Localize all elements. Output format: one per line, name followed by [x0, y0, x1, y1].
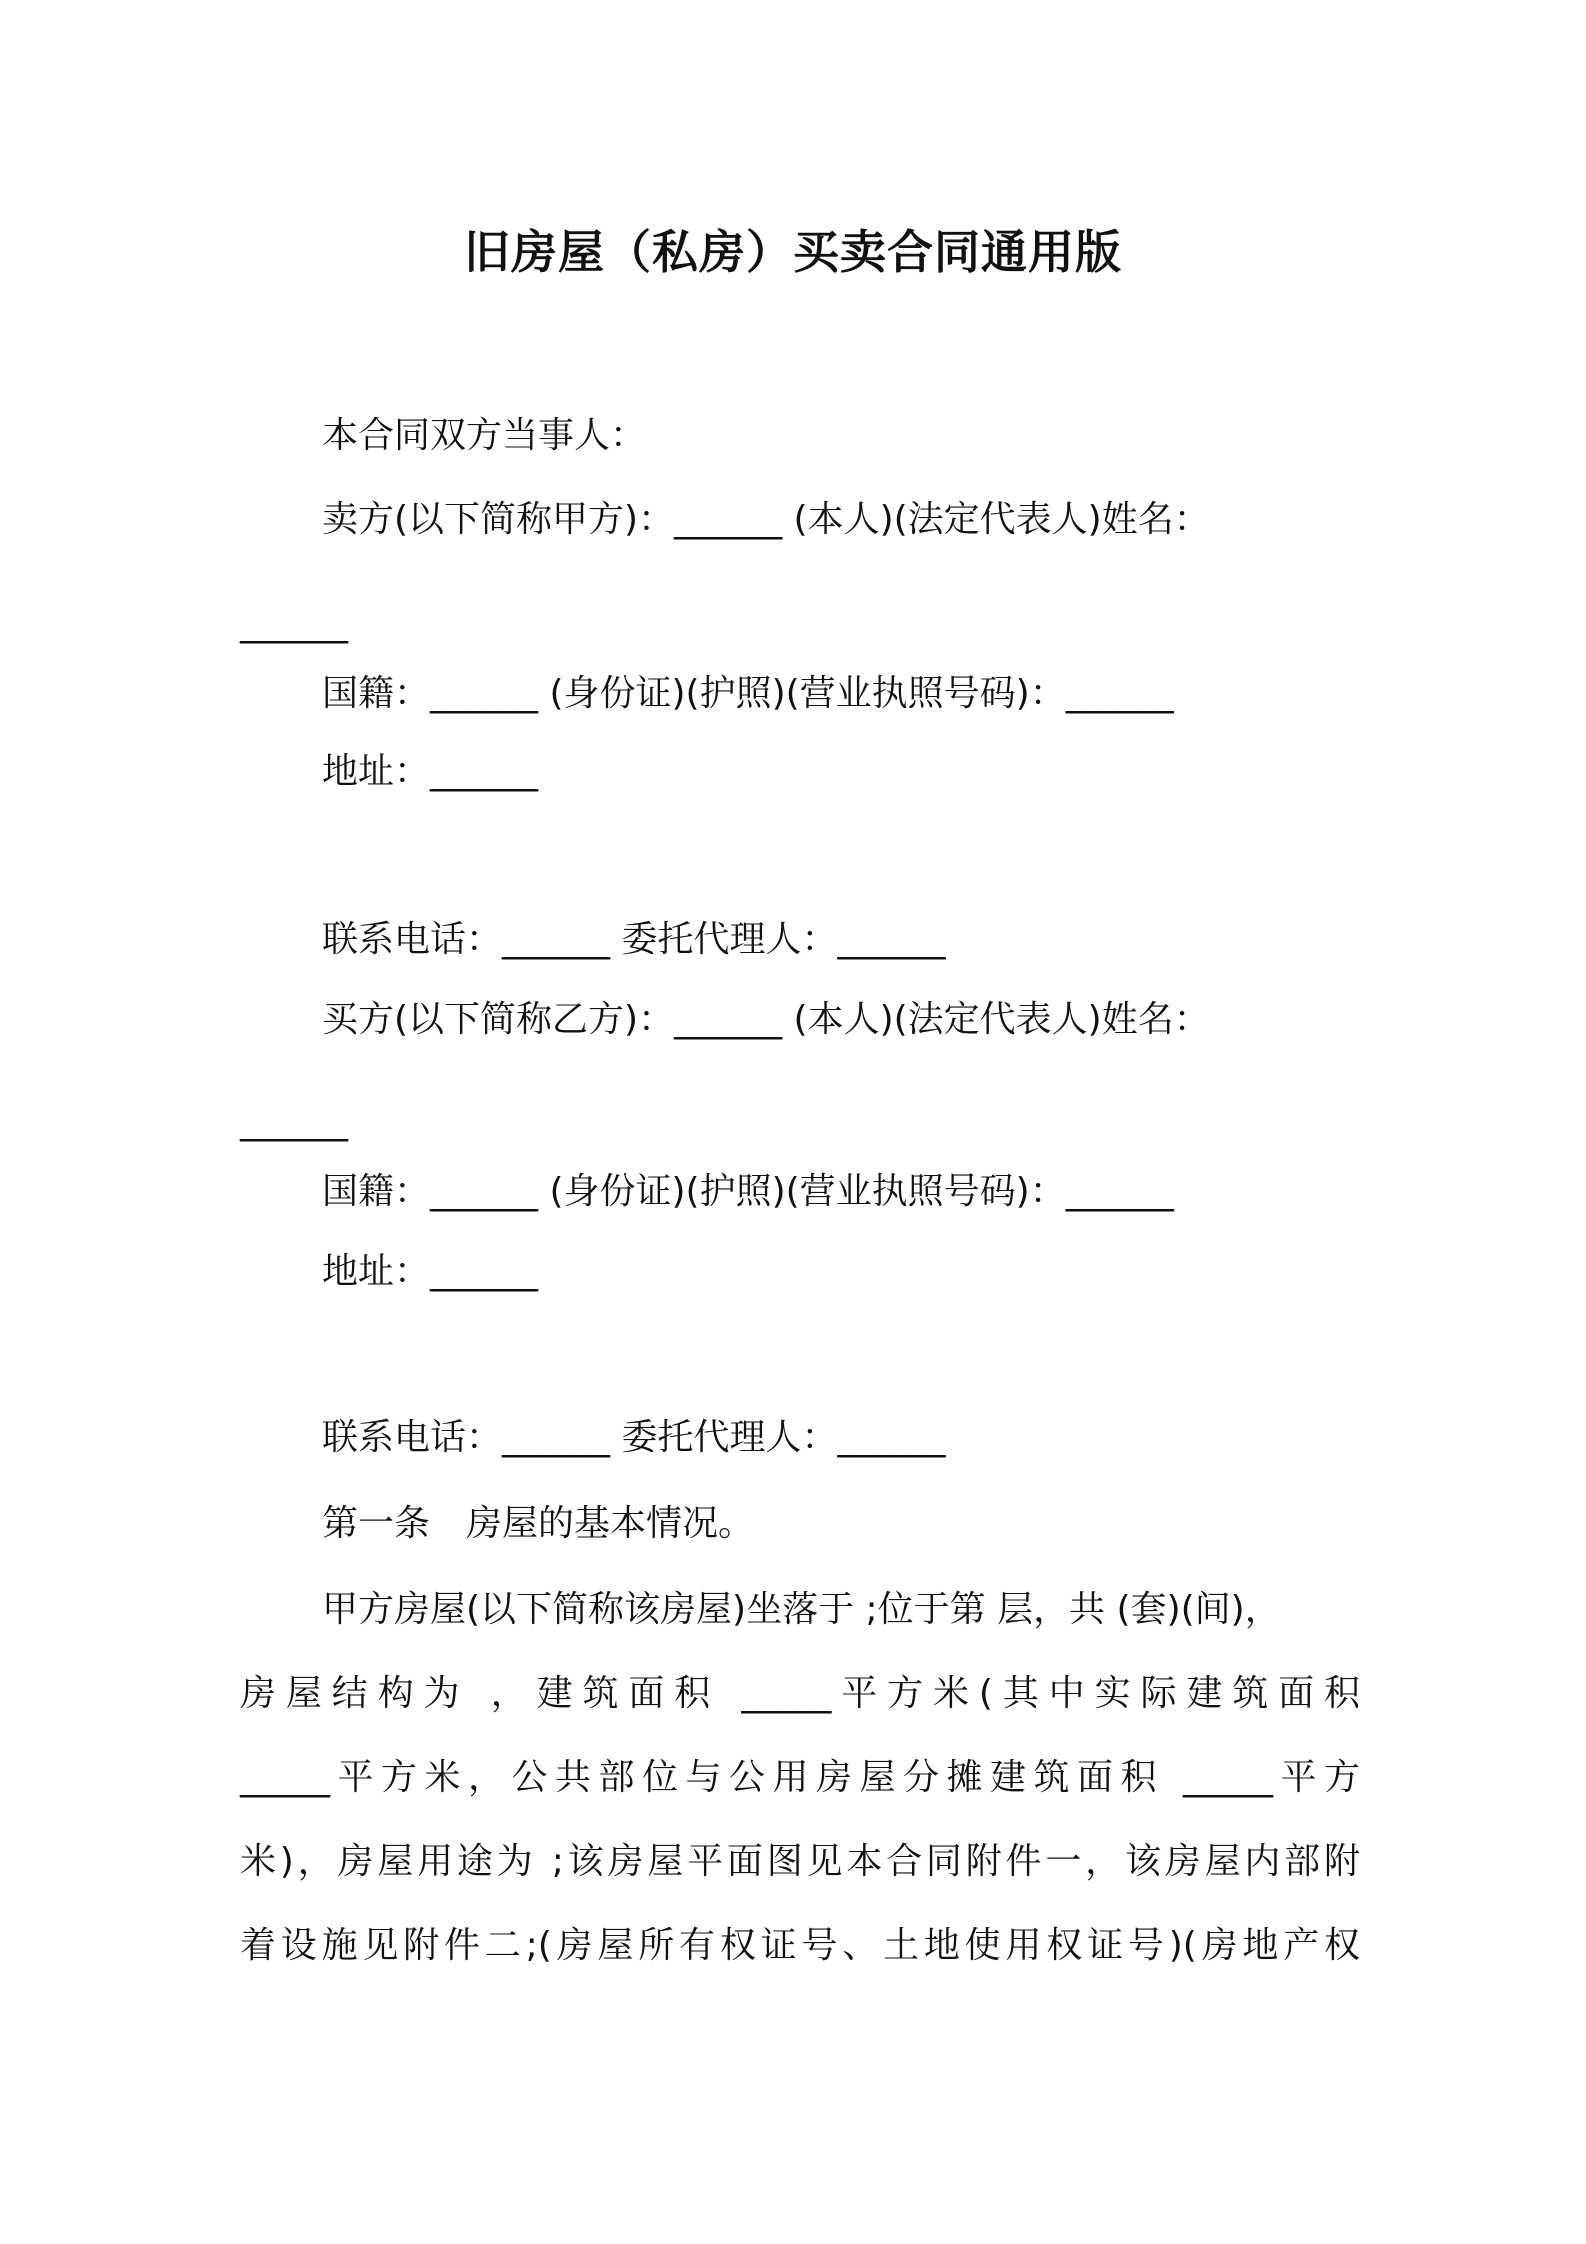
article-one-text: 甲方房屋(以下简称该房屋)坐落于 ;位于第 层，共 (套)(间)， [322, 1589, 1281, 1630]
seller-name-line: 卖方(以下简称甲方)：______ (本人)(法定代表人)姓名： [322, 499, 1210, 540]
parties-heading: 本合同双方当事人： [322, 415, 647, 456]
seller-name-blank: ______ [240, 603, 348, 644]
buyer-name-blank: ______ [240, 1101, 348, 1142]
buyer-contact-line: 联系电话：______ 委托代理人：______ [322, 1417, 946, 1458]
seller-id-line: 国籍：______ (身份证)(护照)(营业执照号码)：______ [322, 673, 1174, 714]
buyer-address-line: 地址：______ [322, 1251, 539, 1292]
article-one-text: 米)，房屋用途为 ;该房屋平面图见本合同附件一，该房屋内部附 [240, 1841, 1360, 1882]
buyer-name-line: 买方(以下简称乙方)：______ (本人)(法定代表人)姓名： [322, 999, 1210, 1040]
article-one-text: _____平方米，公共部位与公用房屋分摊建筑面积 _____平方 [240, 1757, 1360, 1798]
document-title: 旧房屋（私房）买卖合同通用版 [464, 225, 1122, 279]
article-one-heading: 第一条 房屋的基本情况。 [322, 1503, 755, 1544]
seller-contact-line: 联系电话：______ 委托代理人：______ [322, 919, 946, 960]
seller-address-line: 地址：______ [322, 751, 539, 792]
buyer-id-line: 国籍：______ (身份证)(护照)(营业执照号码)：______ [322, 1171, 1174, 1212]
article-one-text: 着设施见附件二;(房屋所有权证号、土地使用权证号)(房地产权 [240, 1925, 1360, 1966]
article-one-text: 房屋结构为 ，建筑面积 _____平方米(其中实际建筑面积 [240, 1673, 1360, 1714]
